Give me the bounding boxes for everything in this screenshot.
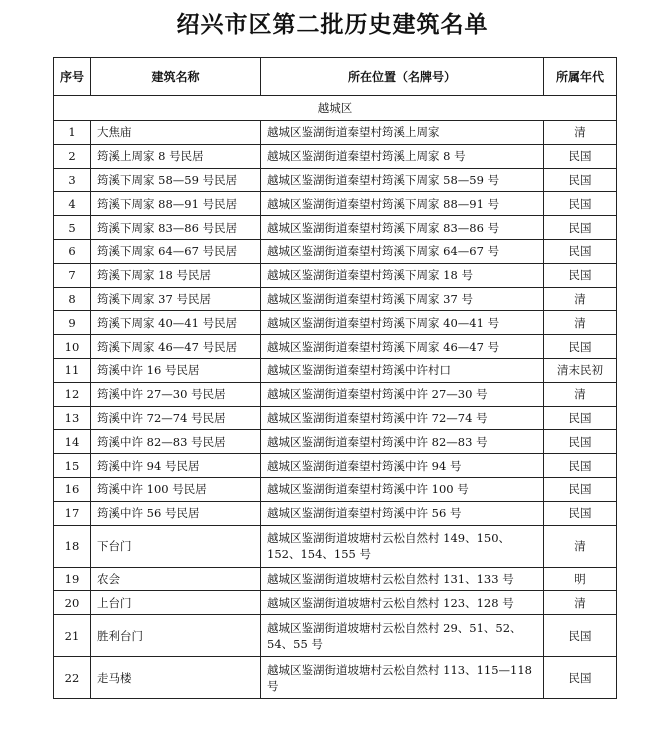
table-row [54,168,617,192]
cell-no: 20 [54,591,91,615]
cell-location: 越城区鉴湖街道秦望村筠溪下周家 18 号 [261,263,544,287]
cell-location: 越城区鉴湖街道秦望村筠溪下周家 83—86 号 [261,216,544,240]
table-row [54,406,617,430]
cell-location: 越城区鉴湖街道秦望村筠溪中许 56 号 [261,501,544,525]
cell-location: 越城区鉴湖街道坡塘村云松自然村 123、128 号 [261,591,544,615]
cell-era: 明 [544,567,617,591]
table-row [54,382,617,406]
cell-no: 4 [54,192,91,216]
cell-name: 筠溪下周家 46—47 号民居 [91,335,261,359]
cell-name: 筠溪上周家 8 号民居 [91,144,261,168]
cell-location: 越城区鉴湖街道坡塘村云松自然村 29、51、52、54、55 号 [261,615,544,657]
cell-era: 民国 [544,335,617,359]
cell-location: 越城区鉴湖街道秦望村筠溪上周家 8 号 [261,144,544,168]
cell-location: 越城区鉴湖街道坡塘村云松自然村 131、133 号 [261,567,544,591]
cell-no: 3 [54,168,91,192]
cell-name: 筠溪下周家 83—86 号民居 [91,216,261,240]
cell-no: 2 [54,144,91,168]
cell-era: 民国 [544,430,617,454]
cell-no: 13 [54,406,91,430]
cell-no: 22 [54,657,91,699]
table-row [54,477,617,501]
cell-era: 民国 [544,216,617,240]
cell-name: 上台门 [91,591,261,615]
table-row [54,591,617,615]
cell-name: 筠溪中许 82—83 号民居 [91,430,261,454]
header-no: 序号 [54,58,91,96]
cell-era: 民国 [544,239,617,263]
cell-no: 18 [54,525,91,567]
cell-no: 17 [54,501,91,525]
cell-name: 胜利台门 [91,615,261,657]
cell-location: 越城区鉴湖街道秦望村筠溪中许村口 [261,358,544,382]
cell-location: 越城区鉴湖街道秦望村筠溪下周家 40—41 号 [261,311,544,335]
cell-no: 21 [54,615,91,657]
table-row [54,311,617,335]
table-row [54,501,617,525]
cell-name: 下台门 [91,525,261,567]
cell-name: 筠溪中许 94 号民居 [91,454,261,478]
cell-era: 民国 [544,501,617,525]
table-row [54,567,617,591]
table-row [54,216,617,240]
cell-name: 筠溪中许 16 号民居 [91,358,261,382]
header-era: 所属年代 [544,58,617,96]
cell-name: 筠溪下周家 58—59 号民居 [91,168,261,192]
cell-location: 越城区鉴湖街道秦望村筠溪中许 27—30 号 [261,382,544,406]
cell-era: 清 [544,525,617,567]
cell-no: 6 [54,239,91,263]
cell-location: 越城区鉴湖街道秦望村筠溪中许 100 号 [261,477,544,501]
cell-name: 筠溪下周家 18 号民居 [91,263,261,287]
page-title: 绍兴市区第二批历史建筑名单 [176,11,489,38]
cell-location: 越城区鉴湖街道秦望村筠溪中许 82—83 号 [261,430,544,454]
table-row [54,657,617,699]
header-name: 建筑名称 [91,58,261,96]
cell-era: 清末民初 [544,358,617,382]
district-label: 越城区 [54,96,617,121]
table-header-row [54,58,617,96]
table-row [54,192,617,216]
cell-no: 8 [54,287,91,311]
cell-no: 11 [54,358,91,382]
header-location: 所在位置（名牌号） [261,58,544,96]
cell-era: 民国 [544,263,617,287]
cell-era: 民国 [544,168,617,192]
cell-no: 19 [54,567,91,591]
cell-location: 越城区鉴湖街道秦望村筠溪下周家 37 号 [261,287,544,311]
cell-no: 12 [54,382,91,406]
cell-location: 越城区鉴湖街道秦望村筠溪上周家 [261,121,544,145]
cell-no: 1 [54,121,91,145]
table-row [54,287,617,311]
cell-location: 越城区鉴湖街道坡塘村云松自然村 113、115—118 号 [261,657,544,699]
cell-no: 7 [54,263,91,287]
cell-location: 越城区鉴湖街道秦望村筠溪下周家 46—47 号 [261,335,544,359]
table-row [54,144,617,168]
cell-name: 筠溪中许 56 号民居 [91,501,261,525]
cell-era: 民国 [544,192,617,216]
cell-era: 民国 [544,477,617,501]
cell-name: 走马楼 [91,657,261,699]
cell-era: 清 [544,287,617,311]
table-row [54,615,617,657]
cell-location: 越城区鉴湖街道秦望村筠溪下周家 58—59 号 [261,168,544,192]
cell-name: 农会 [91,567,261,591]
cell-era: 清 [544,121,617,145]
cell-name: 筠溪下周家 64—67 号民居 [91,239,261,263]
cell-era: 清 [544,591,617,615]
table-row [54,239,617,263]
cell-no: 15 [54,454,91,478]
cell-era: 民国 [544,406,617,430]
table-row [54,525,617,567]
cell-name: 大焦庙 [91,121,261,145]
cell-no: 10 [54,335,91,359]
cell-era: 民国 [544,144,617,168]
cell-location: 越城区鉴湖街道坡塘村云松自然村 149、150、152、154、155 号 [261,525,544,567]
cell-era: 民国 [544,657,617,699]
cell-location: 越城区鉴湖街道秦望村筠溪中许 72—74 号 [261,406,544,430]
cell-no: 5 [54,216,91,240]
table-row [54,335,617,359]
cell-location: 越城区鉴湖街道秦望村筠溪中许 94 号 [261,454,544,478]
cell-era: 清 [544,311,617,335]
cell-location: 越城区鉴湖街道秦望村筠溪下周家 64—67 号 [261,239,544,263]
cell-location: 越城区鉴湖街道秦望村筠溪下周家 88—91 号 [261,192,544,216]
cell-era: 清 [544,382,617,406]
cell-name: 筠溪中许 100 号民居 [91,477,261,501]
table-row [54,430,617,454]
cell-no: 16 [54,477,91,501]
table-row [54,263,617,287]
table-row [54,121,617,145]
cell-name: 筠溪下周家 40—41 号民居 [91,311,261,335]
building-list-table [53,57,617,699]
table-row [54,358,617,382]
cell-name: 筠溪中许 72—74 号民居 [91,406,261,430]
table-row [54,454,617,478]
cell-name: 筠溪中许 27—30 号民居 [91,382,261,406]
cell-name: 筠溪下周家 37 号民居 [91,287,261,311]
cell-era: 民国 [544,454,617,478]
cell-name: 筠溪下周家 88—91 号民居 [91,192,261,216]
cell-no: 9 [54,311,91,335]
district-group-row [54,96,617,121]
cell-era: 民国 [544,615,617,657]
cell-no: 14 [54,430,91,454]
